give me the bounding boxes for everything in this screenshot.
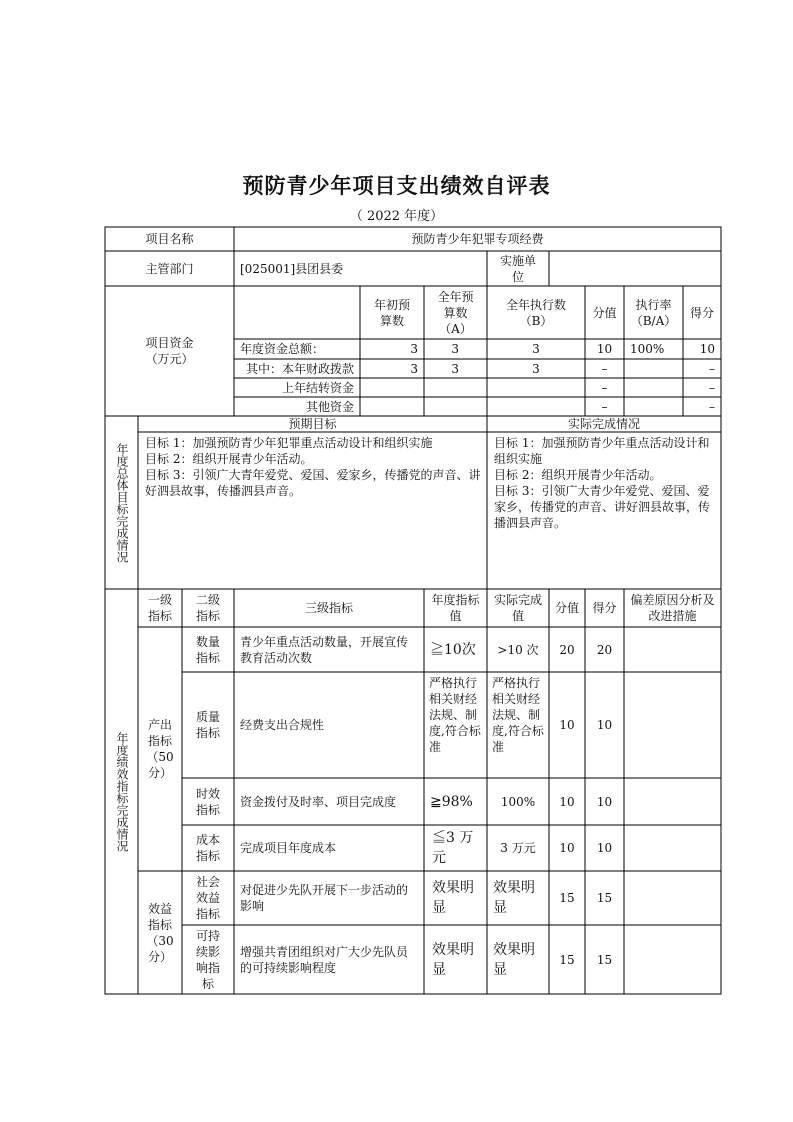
indicator-target: 效果明显 — [432, 880, 474, 916]
goal-line: 目标 1：加强预防青少年犯罪重点活动设计和组织实施 — [145, 436, 433, 450]
indicator-score-value: 20 — [559, 642, 575, 657]
indicator-level3: 资金拨付及时率、项目完成度 — [240, 794, 397, 809]
funds-row-initial: 3 — [410, 361, 418, 376]
indicator-level2: 数量指标 — [195, 634, 220, 665]
year-subtitle: （ 2022 年度） — [349, 209, 444, 224]
funds-row-full-year — [424, 397, 487, 416]
indicators-header-level2: 二级指标 — [195, 593, 220, 623]
indicator-deviation — [624, 871, 721, 925]
indicator-level2: 社会效益指标 — [195, 875, 220, 921]
indicators-header-score: 得分 — [592, 601, 617, 615]
indicator-actual: >10 次 — [497, 642, 539, 657]
funds-row-score-value: – — [601, 399, 608, 414]
funds-row-score: – — [709, 361, 715, 376]
indicator-actual: 效果明显 — [493, 941, 535, 978]
funds-row-initial — [360, 378, 424, 397]
goals-side-label: 年度总体目标完成情况 — [115, 443, 129, 563]
indicator-level3: 经费支出合规性 — [240, 718, 325, 732]
funds-row-initial: 3 — [410, 342, 418, 356]
page-title: 预防青少年项目支出绩效自评表 — [242, 173, 551, 198]
goal-line: 目标 2：组织开展青少年活动。 — [145, 452, 313, 466]
funds-header-full-year: 全年预算数（A） — [437, 289, 474, 336]
funds-row-score-value: – — [601, 380, 608, 395]
indicator-deviation — [624, 825, 721, 871]
funds-row-executed: 3 — [532, 342, 540, 356]
indicator-level2: 质量指标 — [195, 710, 220, 740]
indicator-actual: 100% — [500, 794, 536, 809]
dept-value: [025001]县团县委 — [240, 261, 344, 276]
unit-value — [549, 251, 721, 286]
group-output-label: 产出指标（50分） — [146, 718, 174, 780]
project-name-value: 预防青少年犯罪专项经费 — [411, 232, 544, 246]
funds-row-score: 10 — [699, 342, 715, 356]
indicator-level3: 青少年重点活动数量，开展宣传教育活动次数 — [240, 634, 409, 665]
goal-line: 目标 3：引领广大青年爱党、爱国、爱家乡，传播党的声音、讲好泗县故事，传播泗县声音。 — [145, 468, 481, 498]
funds-header-executed: 全年执行数（B） — [505, 297, 566, 328]
indicator-score-value: 10 — [559, 841, 575, 855]
funds-row-executed: 3 — [532, 361, 540, 376]
indicator-target: ≧10次 — [430, 641, 476, 658]
indicator-score: 15 — [596, 952, 613, 967]
indicators-header-score-value: 分值 — [555, 601, 580, 615]
indicator-score-value: 15 — [559, 952, 575, 967]
indicators-header-level3: 三级指标 — [304, 601, 353, 615]
indicator-actual: 严格执行相关财经法规、制度,符合标准 — [492, 676, 544, 754]
indicator-level3: 对促进少先队开展下一步活动的影响 — [240, 883, 409, 913]
funds-row-label: 年度资金总额： — [240, 342, 325, 356]
funds-header-rate: 执行率（B/A） — [630, 297, 677, 328]
funds-row-label: 上年结转资金 — [281, 380, 354, 395]
funds-row-full-year: 3 — [451, 342, 459, 356]
indicator-deviation — [624, 778, 721, 825]
indicator-actual: 效果明显 — [493, 880, 535, 916]
indicator-target: ≦3 万元 — [432, 830, 474, 866]
indicator-actual: 3 万元 — [500, 841, 536, 855]
funds-header-initial: 年初预算数 — [373, 297, 410, 328]
funds-row-score: – — [709, 399, 715, 414]
indicator-target: 效果明显 — [432, 941, 474, 978]
goals-expected-header: 预期目标 — [288, 417, 337, 431]
indicator-score: 20 — [596, 642, 613, 657]
funds-row-score-value: – — [601, 361, 608, 376]
funds-row-rate — [624, 397, 683, 416]
goal-line: 目标 1：加强预防青少年重点活动设计和组织实施 — [494, 436, 710, 466]
funds-row-full-year — [424, 378, 487, 397]
dept-label: 主管部门 — [145, 261, 194, 276]
funds-row-score-value: 10 — [596, 342, 613, 356]
goal-line: 目标 3：引领广大青少年爱党、爱国、爱家乡，传播党的声音、讲好泗县故事，传播泗县声音。 — [494, 484, 711, 530]
indicators-header-deviation: 偏差原因分析及改进措施 — [630, 593, 715, 623]
indicator-target: 严格执行相关财经法规、制度,符合标准 — [429, 676, 481, 754]
indicator-deviation — [624, 925, 721, 994]
indicator-score: 15 — [596, 891, 613, 905]
project-name-label: 项目名称 — [145, 232, 194, 246]
indicators-header-level1: 一级指标 — [147, 593, 172, 623]
indicator-level2: 可持续影响指标 — [195, 928, 220, 991]
funds-row-rate — [624, 378, 683, 397]
goal-line: 目标 2：组织开展青少年活动。 — [494, 468, 662, 482]
indicators-header-target: 年度指标值 — [431, 593, 480, 623]
funds-row-full-year: 3 — [451, 361, 459, 376]
indicator-score-value: 10 — [559, 794, 575, 809]
indicator-score-value: 15 — [559, 891, 575, 905]
group-benefit-label: 效益指标（30分） — [146, 901, 174, 964]
goals-expected-text — [138, 433, 487, 588]
indicator-score: 10 — [596, 794, 613, 809]
indicator-score: 10 — [596, 841, 613, 855]
funds-header-score-value: 分值 — [592, 305, 617, 320]
indicator-score: 10 — [596, 718, 613, 732]
indicator-level2: 成本指标 — [195, 833, 220, 863]
indicator-deviation — [624, 672, 721, 778]
funds-label: 项目资金（万元） — [145, 336, 194, 366]
indicators-header-actual: 实际完成值 — [493, 593, 542, 623]
indicators-side-label: 年度绩效指标完成情况 — [115, 732, 129, 852]
funds-row-score: – — [709, 380, 715, 395]
funds-row-label: 其他资金 — [305, 399, 354, 414]
funds-row-initial — [360, 397, 424, 416]
unit-label: 实施单位 — [499, 253, 536, 284]
funds-row-executed — [487, 397, 585, 416]
indicator-target: ≧98% — [430, 793, 473, 810]
funds-row-executed — [487, 378, 585, 397]
funds-row-label: 其中：本年财政拨款 — [245, 361, 354, 376]
goals-actual-text — [487, 433, 721, 588]
funds-row-rate — [624, 359, 683, 378]
goals-actual-header: 实际完成情况 — [567, 417, 640, 431]
indicator-deviation — [624, 627, 721, 672]
funds-header-score: 得分 — [689, 305, 714, 320]
indicator-level3: 增强共青团组织对广大少先队员的可持续影响程度 — [240, 944, 409, 975]
indicator-level3: 完成项目年度成本 — [240, 841, 337, 855]
funds-row-rate: 100% — [630, 342, 665, 356]
indicator-level2: 时效指标 — [195, 786, 220, 817]
indicator-score-value: 10 — [559, 718, 575, 732]
